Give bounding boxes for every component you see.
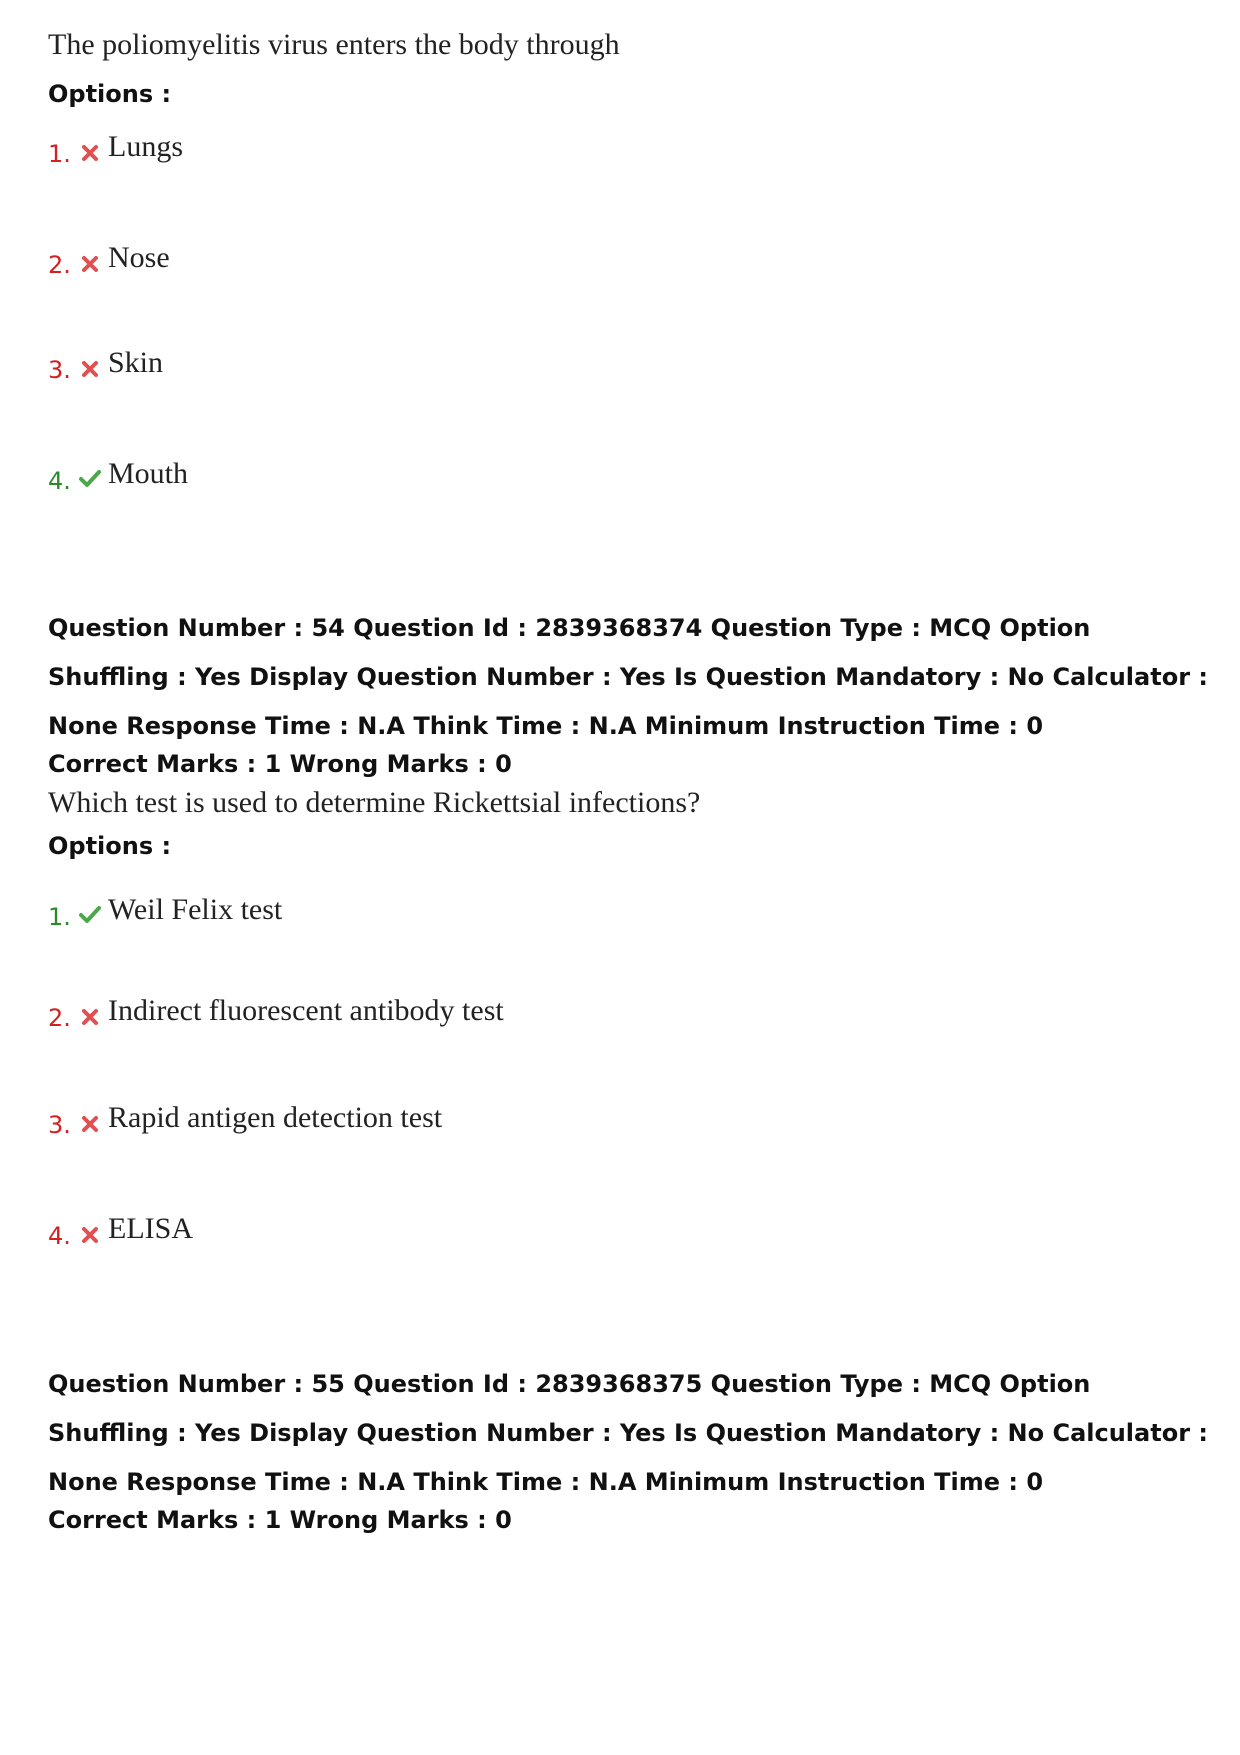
option-number: 1.: [48, 140, 71, 168]
check-icon: [78, 467, 102, 491]
option-text: Skin: [108, 346, 164, 379]
question-marks: Correct Marks : 1 Wrong Marks : 0: [48, 750, 512, 778]
option-text: Nose: [108, 241, 170, 274]
check-icon: [78, 903, 102, 927]
cross-icon: [78, 1004, 102, 1028]
options-label: Options :: [48, 832, 172, 860]
option-text: Rapid antigen detection test: [108, 1101, 443, 1134]
option-number: 2.: [48, 251, 71, 279]
option-number: 4.: [48, 1222, 71, 1250]
cross-icon: [78, 356, 102, 380]
question-53-text: The poliomyelitis virus enters the body through: [48, 28, 620, 61]
cross-icon: [78, 1222, 102, 1246]
option-text: Weil Felix test: [108, 893, 283, 926]
option-text: Indirect fluorescent antibody test: [108, 994, 504, 1027]
option-number: 2.: [48, 1004, 71, 1032]
option-number: 1.: [48, 903, 71, 931]
question-marks: Correct Marks : 1 Wrong Marks : 0: [48, 1506, 512, 1534]
cross-icon: [78, 251, 102, 275]
option-text: ELISA: [108, 1212, 193, 1245]
cross-icon: [78, 1111, 102, 1135]
option-text: Mouth: [108, 457, 189, 490]
option-number: 3.: [48, 356, 71, 384]
question-54-text: Which test is used to determine Rickettsial infections?: [48, 786, 701, 819]
question-meta: Question Number : 54 Question Id : 2839368374 Question Type : MCQ Option Shuffling : Yes Display Question Number : Yes Is Question Mandatory : No Calculator : None Response Time : N.A Think Time : N.A Minimum Instruction Time : 0: [48, 614, 1208, 740]
option-text: Lungs: [108, 130, 183, 163]
cross-icon: [78, 140, 102, 164]
question-meta: Question Number : 55 Question Id : 2839368375 Question Type : MCQ Option Shuffling : Yes Display Question Number : Yes Is Question Mandatory : No Calculator : None Response Time : N.A Think Time : N.A Minimum Instruction Time : 0: [48, 1370, 1208, 1496]
option-number: 3.: [48, 1111, 71, 1139]
options-label: Options :: [48, 80, 172, 108]
option-number: 4.: [48, 467, 71, 495]
